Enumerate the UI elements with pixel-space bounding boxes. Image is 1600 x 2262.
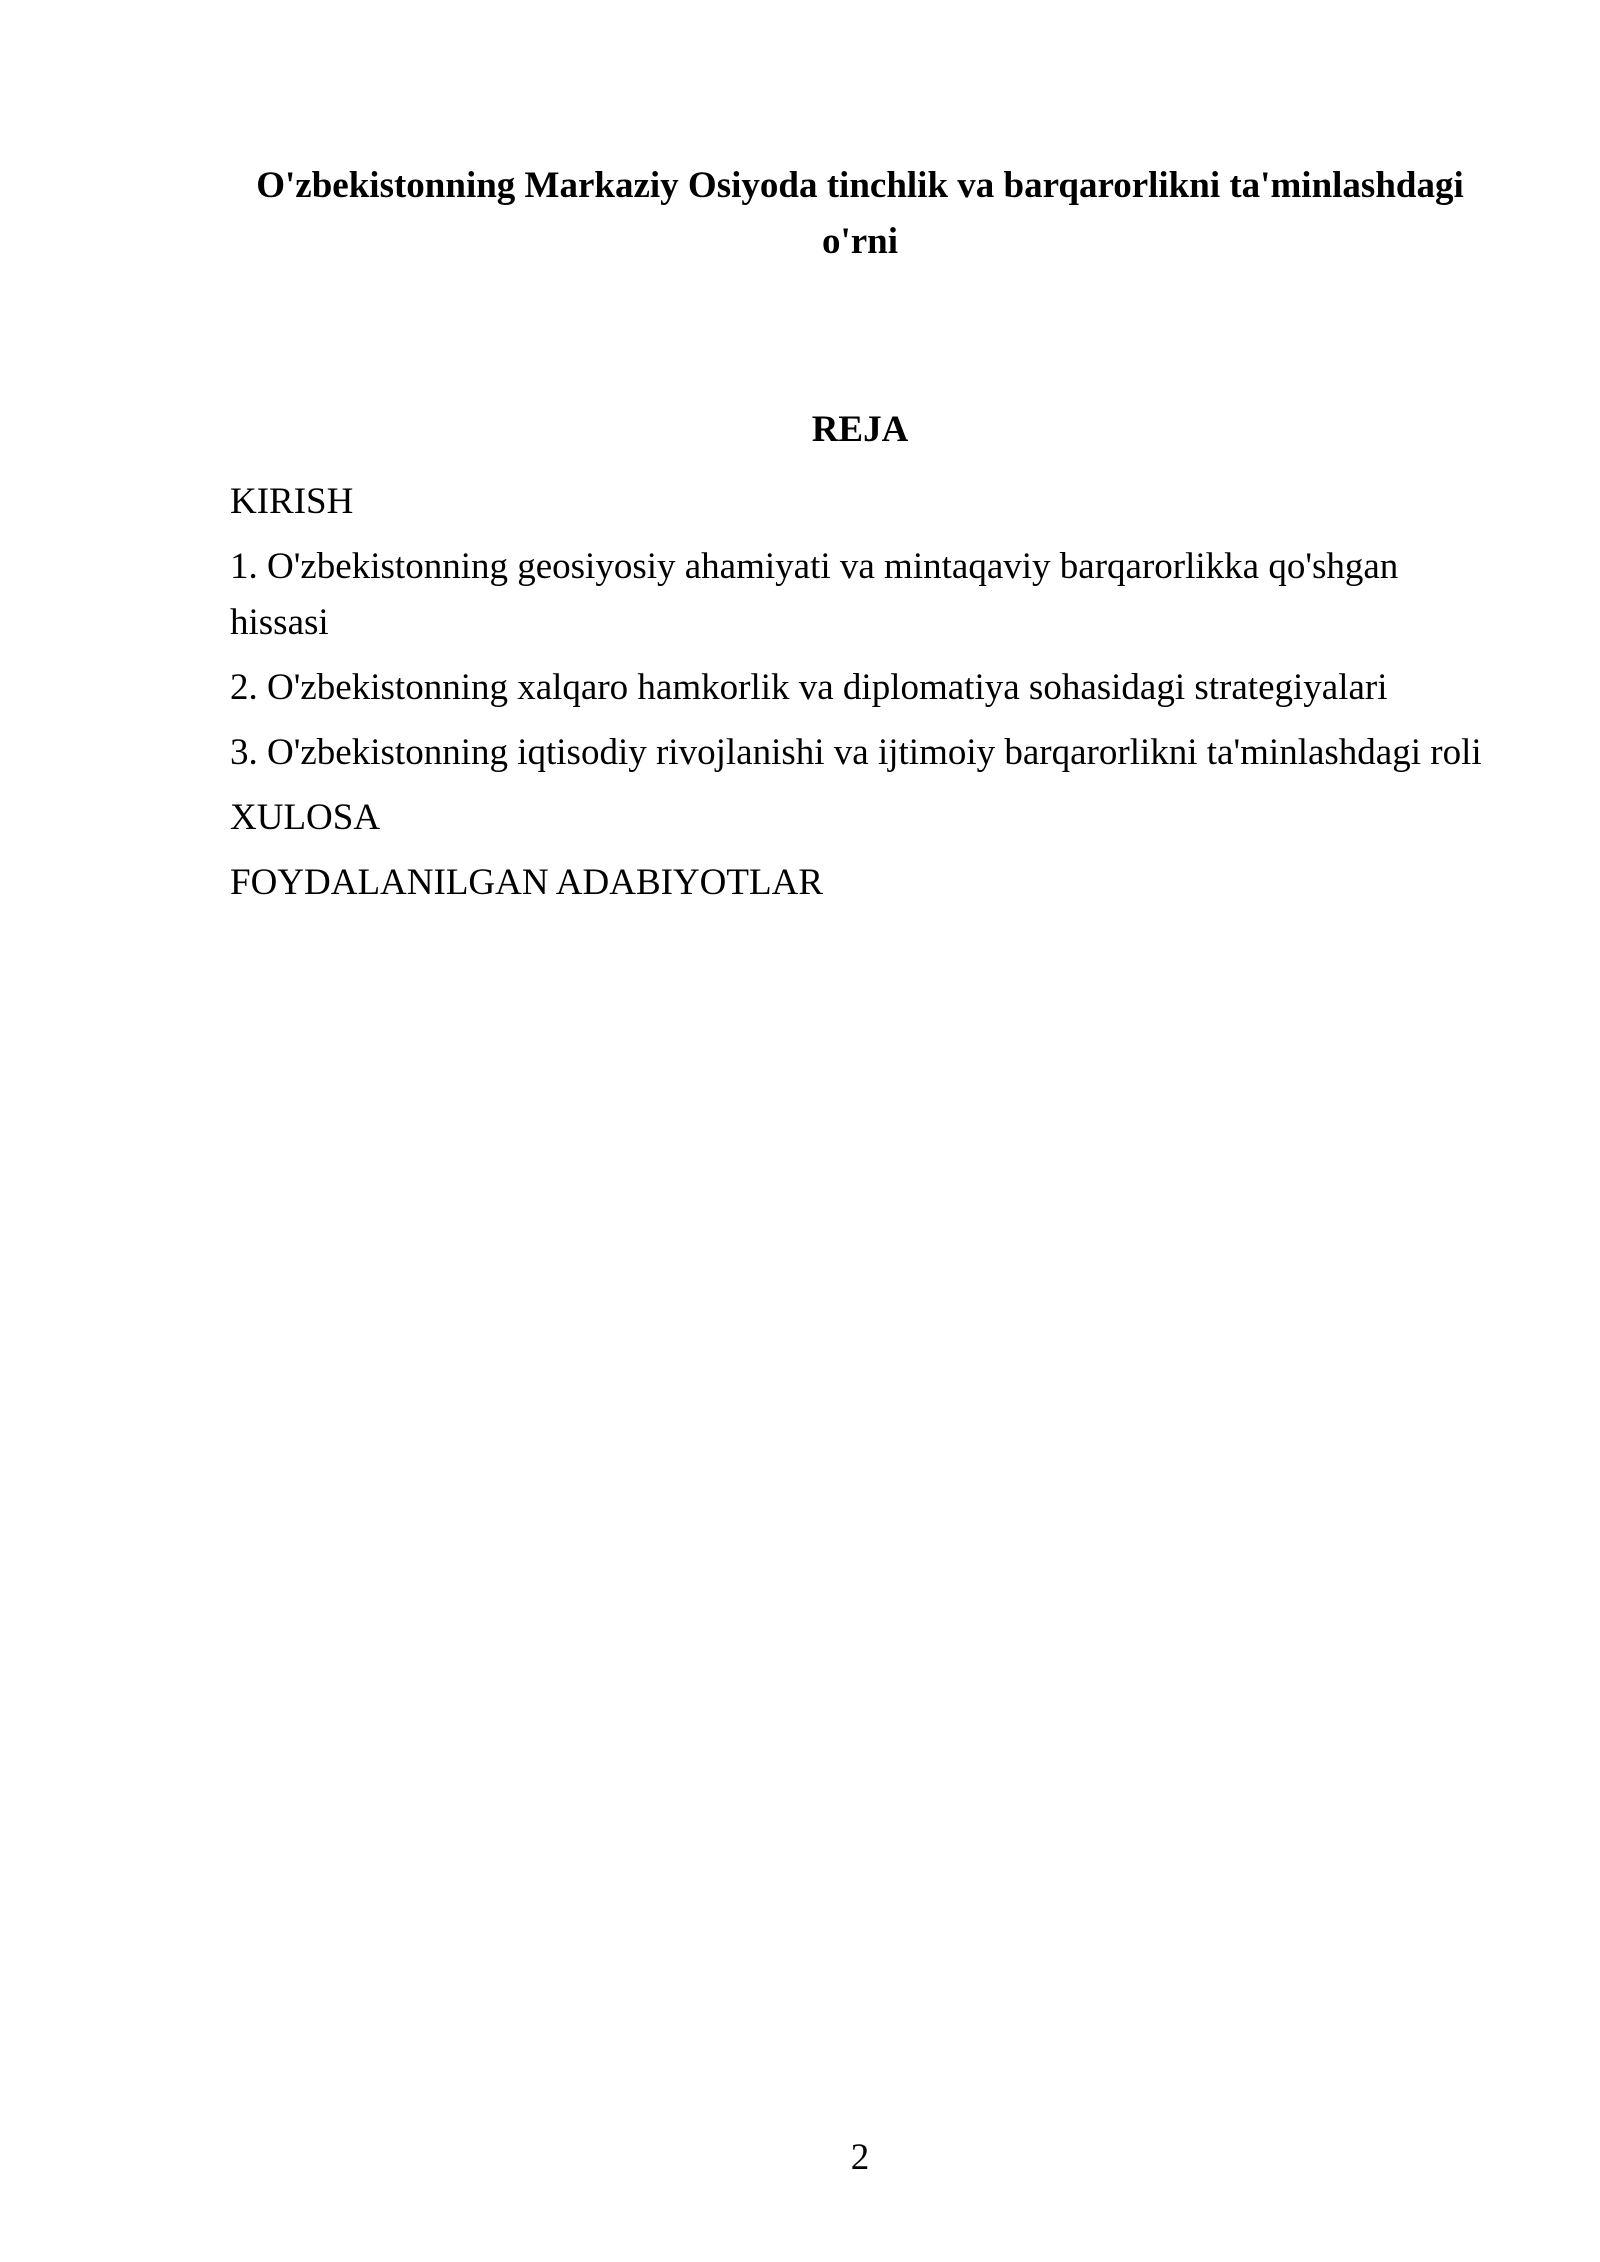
plan-heading: REJA: [811, 409, 909, 450]
plan-item-1: 1. O'zbekistonning geosiyosiy ahamiyati va mintaqaviy barqarorlikka qo'shgan hissasi: [230, 546, 1399, 643]
document-title: O'zbekistonning Markaziy Osiyoda tinchlik va barqarorlikni ta'minlashdagi o'rni: [256, 165, 1464, 262]
plan-item-3: 3. O'zbekistonning iqtisodiy rivojlanishi va ijtimoiy barqarorlikni ta'minlashdagi roli: [230, 732, 1482, 773]
plan-item-conclusion: XULOSA: [230, 797, 381, 838]
plan-list: [230, 474, 1490, 920]
page-number: 2: [850, 2137, 870, 2178]
plan-item-references: FOYDALANILGAN ADABIYOTLAR: [230, 862, 823, 903]
plan-item-introduction: KIRISH: [230, 481, 354, 522]
plan-item-2: 2. O'zbekistonning xalqaro hamkorlik va diplomatiya sohasidagi strategiyalari: [230, 667, 1388, 708]
